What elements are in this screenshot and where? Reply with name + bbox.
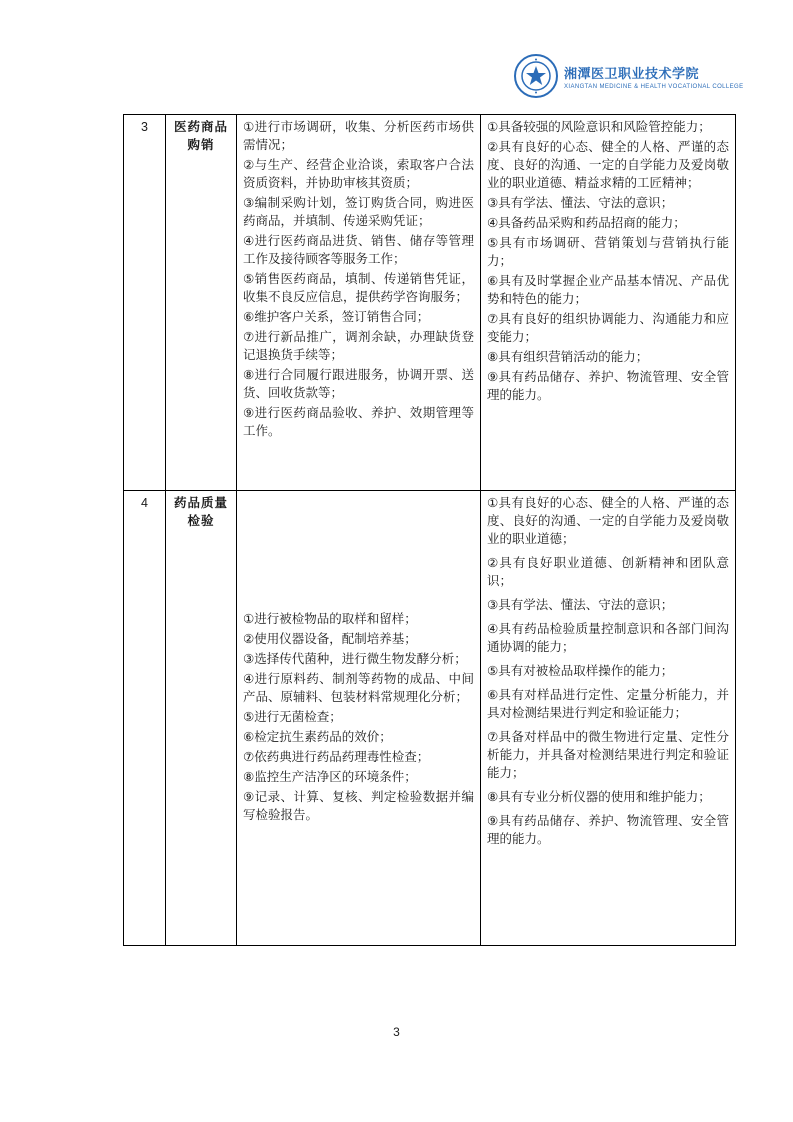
task-item: ⑦进行新品推广，调剂余缺，办理缺货登记退换货手续等； bbox=[243, 330, 474, 362]
task-item: ⑨进行医药商品验收、养护、效期管理等工作。 bbox=[243, 406, 474, 438]
ability-item: ⑨具有药品储存、养护、物流管理、安全管理的能力。 bbox=[487, 370, 729, 402]
college-name-chinese: 湘潭医卫职业技术学院 bbox=[564, 65, 700, 81]
row-number: 3 bbox=[124, 115, 166, 491]
task-item: ⑥维护客户关系，签订销售合同； bbox=[243, 310, 430, 324]
task-item: ⑧进行合同履行跟进服务，协调开票、送货、回收货款等； bbox=[243, 368, 474, 400]
task-item: ③选择传代菌种，进行微生物发酵分析； bbox=[243, 652, 467, 666]
job-name: 医药商品购销 bbox=[166, 115, 237, 491]
job-name: 药品质量检验 bbox=[166, 491, 237, 946]
abilities-cell bbox=[481, 491, 736, 946]
college-emblem-icon bbox=[514, 54, 558, 98]
ability-item: ⑧具有组织营销活动的能力； bbox=[487, 350, 649, 364]
ability-item: ⑤具有对被检品取样操作的能力； bbox=[487, 664, 674, 678]
ability-item: ⑥具有对样品进行定性、定量分析能力，并具对检测结果进行判定和验证能力； bbox=[487, 688, 729, 720]
task-item: ⑤销售医药商品，填制、传递销售凭证，收集不良反应信息，提供药学咨询服务； bbox=[243, 272, 474, 304]
task-item: ⑧监控生产洁净区的环境条件； bbox=[243, 770, 417, 784]
row-number: 4 bbox=[124, 491, 166, 946]
ability-item: ⑨具有药品储存、养护、物流管理、安全管理的能力。 bbox=[487, 814, 729, 846]
task-item: ②使用仪器设备，配制培养基； bbox=[243, 632, 417, 646]
ability-item: ②具有良好职业道德、创新精神和团队意识； bbox=[487, 556, 729, 588]
ability-item: ④具有药品检验质量控制意识和各部门间沟通协调的能力； bbox=[487, 622, 729, 654]
task-item: ⑤进行无菌检查； bbox=[243, 710, 342, 724]
task-item: ①进行市场调研，收集、分析医药市场供需情况； bbox=[243, 120, 474, 152]
ability-item: ③具有学法、懂法、守法的意识； bbox=[487, 598, 674, 612]
ability-item: ②具有良好的心态、健全的人格、严谨的态度、良好的沟通、一定的自学能力及爱岗敬业的职业道德、精益求精的工匠精神； bbox=[487, 140, 729, 190]
ability-item: ①具有良好的心态、健全的人格、严谨的态度、良好的沟通、一定的自学能力及爱岗敬业的职业道德； bbox=[487, 496, 729, 546]
ability-item: ③具有学法、懂法、守法的意识； bbox=[487, 196, 674, 210]
tasks-cell bbox=[237, 115, 481, 491]
task-item: ⑦依药典进行药品药理毒性检查； bbox=[243, 750, 430, 764]
task-item: ③编制采购计划，签订购货合同，购进医药商品，并填制、传递采购凭证； bbox=[243, 196, 474, 228]
task-item: ⑥检定抗生素药品的效价； bbox=[243, 730, 392, 744]
tasks-cell bbox=[237, 491, 481, 946]
ability-item: ①具备较强的风险意识和风险管控能力； bbox=[487, 120, 711, 134]
task-item: ④进行原料药、制剂等药物的成品、中间产品、原辅料、包装材料常规理化分析； bbox=[243, 672, 474, 704]
task-item: ⑨记录、计算、复核、判定检验数据并编写检验报告。 bbox=[243, 790, 474, 822]
table-row-pharma-sales bbox=[124, 115, 736, 491]
ability-item: ⑧具有专业分析仪器的使用和维护能力； bbox=[487, 790, 711, 804]
ability-item: ④具备药品采购和药品招商的能力； bbox=[487, 216, 686, 230]
task-item: ④进行医药商品进货、销售、储存等管理工作及接待顾客等服务工作； bbox=[243, 234, 474, 266]
task-item: ②与生产、经营企业洽谈，索取客户合法资质资料，并协助审核其资质； bbox=[243, 158, 474, 190]
ability-item: ⑥具有及时掌握企业产品基本情况、产品优势和特色的能力； bbox=[487, 274, 729, 306]
ability-item: ⑦具有良好的组织协调能力、沟通能力和应变能力； bbox=[487, 312, 729, 344]
college-logo-text bbox=[564, 63, 743, 90]
ability-item: ⑦具备对样品中的微生物进行定量、定性分析能力，并具备对检测结果进行判定和验证能力； bbox=[487, 730, 729, 780]
college-logo bbox=[514, 54, 743, 98]
jobs-abilities-table bbox=[123, 114, 736, 946]
page-number: 3 bbox=[393, 1025, 400, 1039]
college-name-english: XIANGTAN MEDICINE & HEALTH VOCATIONAL COLLEGE bbox=[564, 83, 744, 90]
table-row-drug-quality bbox=[124, 491, 736, 946]
task-item: ①进行被检物品的取样和留样； bbox=[243, 612, 417, 626]
ability-item: ⑤具有市场调研、营销策划与营销执行能力； bbox=[487, 236, 729, 268]
abilities-cell bbox=[481, 115, 736, 491]
